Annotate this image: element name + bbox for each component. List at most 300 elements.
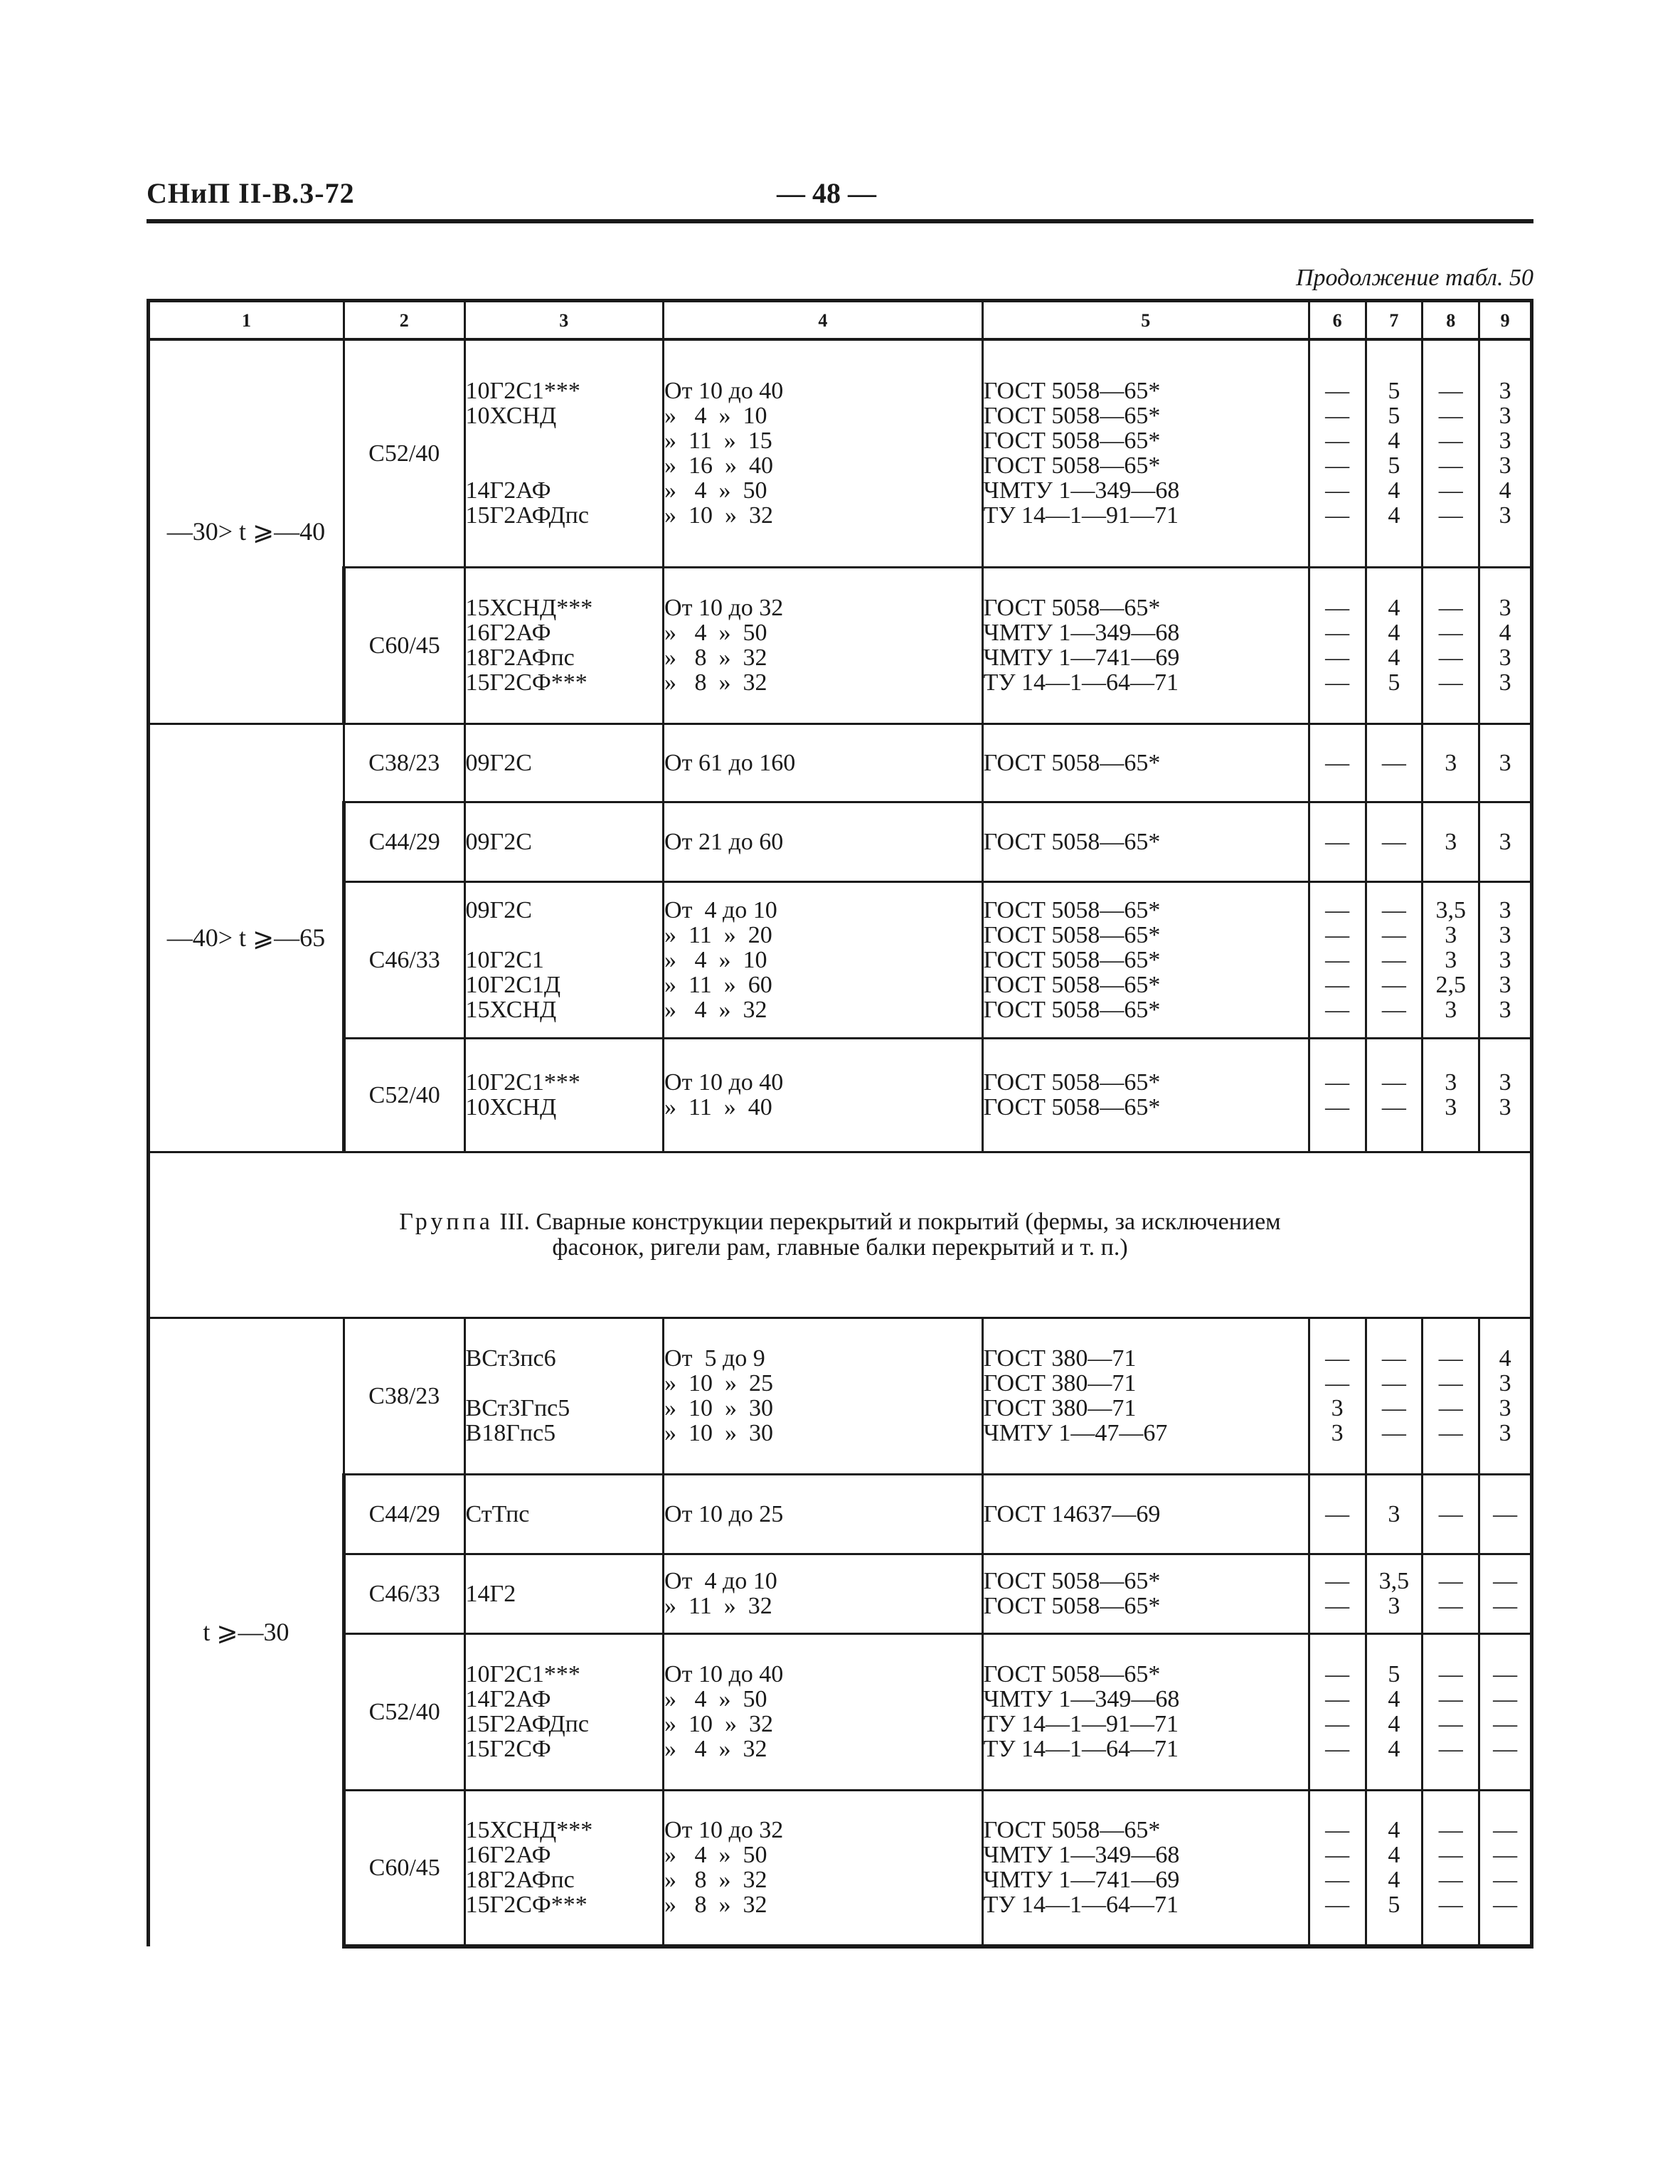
col-6-line: — (1325, 1345, 1350, 1372)
standard-line: ЧМТУ 1—349—68 (983, 1686, 1180, 1712)
col-7-line: 5 (1388, 1661, 1400, 1687)
thickness-line: » 4 » 50 (664, 620, 767, 646)
col-8-line: — (1438, 1892, 1463, 1919)
standard-line: ГОСТ 380—71 (983, 1345, 1137, 1372)
steel-grade-line: 14Г2АФ (465, 477, 551, 504)
col-9-line: — (1493, 1686, 1518, 1712)
col-9-line: 3 (1499, 896, 1511, 923)
column-header: 9 (1479, 301, 1532, 340)
col-6 (1309, 723, 1366, 802)
col-8-line: — (1438, 595, 1463, 621)
col-7-line: 3 (1388, 1500, 1400, 1527)
thickness-line: От 10 до 40 (664, 1069, 784, 1096)
col-6-line: — (1325, 1370, 1350, 1396)
col-6-line: — (1325, 452, 1350, 479)
thickness-line: От 4 до 10 (664, 1568, 777, 1594)
steel-class: С60/45 (344, 1790, 464, 1946)
col-6 (1309, 881, 1366, 1038)
group-heading-line-2: фасонок, ригели рам, главные балки перекрытий и т. п.) (552, 1234, 1128, 1261)
standard (982, 1474, 1309, 1554)
col-9 (1479, 1038, 1532, 1152)
col-6 (1309, 1633, 1366, 1790)
steel-grade (464, 1633, 663, 1790)
col-9-line: 4 (1499, 1345, 1511, 1372)
column-header: 2 (344, 301, 464, 340)
steel-class: С46/33 (344, 1554, 464, 1633)
standard-line: ЧМТУ 1—349—68 (983, 477, 1180, 504)
standard (982, 1318, 1309, 1474)
thickness-line: » 4 » 32 (664, 1736, 767, 1762)
table-row (149, 1790, 1532, 1946)
steel-grade-line: 10Г2С1*** (465, 1661, 580, 1687)
steel-grade-line: 10Г2С1*** (465, 1069, 580, 1096)
col-6-line: — (1325, 749, 1350, 776)
col-6-line: — (1325, 1892, 1350, 1919)
steel-grade (464, 723, 663, 802)
standard-line: ГОСТ 5058—65* (983, 921, 1161, 948)
steel-grade-line: ВСт3пс6 (465, 1345, 556, 1372)
col-8-line: — (1438, 477, 1463, 504)
steel-grade-line: 16Г2АФ (465, 1842, 551, 1869)
col-8-line: — (1438, 502, 1463, 529)
thickness-line: От 10 до 25 (664, 1500, 784, 1527)
col-9-line: — (1493, 1892, 1518, 1919)
col-6-line: — (1325, 620, 1350, 646)
thickness (664, 1038, 983, 1152)
col-6-line: — (1325, 1593, 1350, 1619)
steel-class: С46/33 (344, 881, 464, 1038)
steel-grade-line: 10Г2С1*** (465, 378, 580, 405)
thickness-line: » 4 » 10 (664, 403, 767, 430)
standard (982, 1554, 1309, 1633)
steel-grade-line: 14Г2АФ (465, 1686, 551, 1712)
col-8-line: — (1438, 1842, 1463, 1869)
col-8-line: 3 (1445, 1069, 1457, 1096)
col-6-line: — (1325, 1094, 1350, 1120)
col-8-line: — (1438, 1867, 1463, 1894)
col-9-line: 3 (1499, 1069, 1511, 1096)
column-header: 4 (664, 301, 983, 340)
col-7 (1366, 1474, 1423, 1554)
thickness-line: » 10 » 32 (664, 502, 774, 529)
col-7-line: 4 (1388, 1686, 1400, 1712)
thickness-line: » 4 » 32 (664, 996, 767, 1023)
col-7-line: — (1381, 1370, 1406, 1396)
steel-grade (464, 1474, 663, 1554)
standard-line: ГОСТ 5058—65* (983, 1568, 1161, 1594)
col-9 (1479, 802, 1532, 881)
col-9-line: 3 (1499, 921, 1511, 948)
col-9-line: — (1493, 1568, 1518, 1594)
standard-line: ГОСТ 5058—65* (983, 1593, 1161, 1619)
thickness-line: От 10 до 32 (664, 595, 784, 621)
col-9-line: 3 (1499, 645, 1511, 671)
col-7 (1366, 802, 1423, 881)
col-8-line: — (1438, 1395, 1463, 1421)
col-8 (1423, 1790, 1479, 1946)
standard-line: ЧМТУ 1—349—68 (983, 620, 1180, 646)
column-header: 7 (1366, 301, 1423, 340)
thickness-line: » 10 » 30 (664, 1395, 774, 1421)
standard (982, 567, 1309, 723)
steel-grade-line: ВСт3Гпс5 (465, 1395, 570, 1421)
col-8-line: 2,5 (1435, 971, 1466, 998)
col-6-line: — (1325, 403, 1350, 430)
col-8-line: — (1438, 1593, 1463, 1619)
thickness-line: » 8 » 32 (664, 1892, 767, 1919)
steel-grade-line (466, 1371, 662, 1396)
col-7-line: — (1381, 1069, 1406, 1096)
table-row (149, 339, 1532, 567)
thickness-line: От 10 до 40 (664, 1661, 784, 1687)
thickness-line: » 10 » 32 (664, 1711, 774, 1737)
steel-grade-line: 09Г2С (465, 749, 532, 776)
thickness-line: От 21 до 60 (664, 828, 784, 855)
standard-line: ГОСТ 5058—65* (983, 971, 1161, 998)
temperature-range: —40> t ⩾—65 (149, 723, 344, 1152)
col-7 (1366, 567, 1423, 723)
steel-class: С38/23 (344, 1318, 464, 1474)
standard-line: ГОСТ 5058—65* (983, 1817, 1161, 1844)
col-8-line: 3 (1445, 996, 1457, 1023)
column-header: 6 (1309, 301, 1366, 340)
standard-line: ГОСТ 5058—65* (983, 828, 1161, 855)
col-9 (1479, 881, 1532, 1038)
col-7 (1366, 881, 1423, 1038)
col-9-line: 3 (1499, 378, 1511, 405)
thickness-line: От 5 до 9 (664, 1345, 765, 1372)
col-8 (1423, 1318, 1479, 1474)
col-8 (1423, 567, 1479, 723)
standard-line: ГОСТ 5058—65* (983, 378, 1161, 405)
col-9-line: — (1493, 1661, 1518, 1687)
col-7-line: 4 (1388, 620, 1400, 646)
col-7-line: — (1381, 828, 1406, 855)
steel-grade-line: 10ХСНД (465, 1094, 557, 1120)
standard (982, 339, 1309, 567)
col-6-line: — (1325, 595, 1350, 621)
steel-class: С52/40 (344, 1038, 464, 1152)
steel-class: С38/23 (344, 723, 464, 802)
col-7-line: 4 (1388, 502, 1400, 529)
standard (982, 1790, 1309, 1946)
thickness (664, 339, 983, 567)
col-8-line: 3 (1445, 828, 1457, 855)
col-7 (1366, 339, 1423, 567)
temperature-range: —30> t ⩾—40 (149, 339, 344, 723)
standard (982, 723, 1309, 802)
thickness-line: От 10 до 40 (664, 378, 784, 405)
col-9-line: 3 (1499, 1094, 1511, 1120)
thickness (664, 1790, 983, 1946)
col-7-line: 4 (1388, 1711, 1400, 1737)
col-8-line: — (1438, 1686, 1463, 1712)
steel-table (147, 299, 1533, 1949)
col-7-line: 5 (1388, 378, 1400, 405)
group-heading-line-1 (150, 1209, 1530, 1235)
col-8-line: — (1438, 1420, 1463, 1446)
col-6-line: — (1325, 896, 1350, 923)
col-9-line: — (1493, 1817, 1518, 1844)
standard (982, 1633, 1309, 1790)
table-row (149, 723, 1532, 802)
col-6-line: — (1325, 921, 1350, 948)
column-header: 3 (464, 301, 663, 340)
steel-grade-line: 09Г2С (465, 828, 532, 855)
col-6 (1309, 1318, 1366, 1474)
col-9 (1479, 1318, 1532, 1474)
table-caption: Продолжение табл. 50 (1295, 265, 1533, 291)
table-row (149, 1633, 1532, 1790)
steel-grade (464, 1790, 663, 1946)
col-8-line: — (1438, 620, 1463, 646)
col-9-line: 3 (1499, 428, 1511, 455)
standard-line: ТУ 14—1—64—71 (983, 669, 1179, 696)
column-header: 5 (982, 301, 1309, 340)
standard-line: ТУ 14—1—91—71 (983, 1711, 1179, 1737)
col-6-line: — (1325, 971, 1350, 998)
steel-class: С44/29 (344, 802, 464, 881)
col-6-line: — (1325, 477, 1350, 504)
table-row (149, 1318, 1532, 1474)
thickness (664, 881, 983, 1038)
col-8-line: 3 (1445, 921, 1457, 948)
steel-grade-line: 15ХСНД (465, 996, 557, 1023)
col-7-line: 3 (1388, 1593, 1400, 1619)
col-8 (1423, 339, 1479, 567)
col-9-line: — (1493, 1500, 1518, 1527)
col-8-line: 3 (1445, 1094, 1457, 1120)
col-9-line: — (1493, 1736, 1518, 1762)
table-row (149, 567, 1532, 723)
col-7-line: 4 (1388, 477, 1400, 504)
thickness-line: От 61 до 160 (664, 749, 796, 776)
standard-line: ГОСТ 5058—65* (983, 1094, 1161, 1120)
col-6-line: — (1325, 1711, 1350, 1737)
col-7-line: 5 (1388, 452, 1400, 479)
steel-grade-line: 15ХСНД*** (465, 1817, 593, 1844)
col-9-line: 3 (1499, 828, 1511, 855)
thickness-line: » 11 » 40 (664, 1094, 772, 1120)
col-6-line: — (1325, 669, 1350, 696)
col-8-line: — (1438, 1370, 1463, 1396)
col-6 (1309, 1790, 1366, 1946)
col-8-line: — (1438, 669, 1463, 696)
col-9-line: 3 (1499, 595, 1511, 621)
thickness (664, 567, 983, 723)
col-6-line: — (1325, 828, 1350, 855)
steel-grade (464, 1038, 663, 1152)
thickness (664, 1318, 983, 1474)
col-6-line: 3 (1331, 1420, 1344, 1446)
col-6-line: — (1325, 996, 1350, 1023)
col-9 (1479, 1633, 1532, 1790)
standard-line: ГОСТ 5058—65* (983, 452, 1161, 479)
group-heading-text-1: III. Сварные конструкции перекрытий и покрытий (фермы, за исключением (499, 1208, 1281, 1235)
col-6-line: — (1325, 502, 1350, 529)
col-7-line: 4 (1388, 1736, 1400, 1762)
col-6 (1309, 339, 1366, 567)
col-7 (1366, 1633, 1423, 1790)
col-7-line: — (1381, 749, 1406, 776)
col-9-line: — (1493, 1711, 1518, 1737)
col-9-line: — (1493, 1593, 1518, 1619)
thickness-line: » 4 » 10 (664, 946, 767, 973)
col-9-line: 3 (1499, 1395, 1511, 1421)
col-8-line: — (1438, 403, 1463, 430)
col-7-line: — (1381, 996, 1406, 1023)
table-row (149, 881, 1532, 1038)
col-9-line: 3 (1499, 1370, 1511, 1396)
steel-grade-line (466, 453, 662, 478)
steel-grade (464, 1318, 663, 1474)
group-heading (149, 1152, 1532, 1318)
steel-class: С44/29 (344, 1474, 464, 1554)
col-8-line: — (1438, 1568, 1463, 1594)
header-row (149, 301, 1532, 340)
col-6 (1309, 1474, 1366, 1554)
col-7-line: 5 (1388, 669, 1400, 696)
steel-grade-line: 10Г2С1 (465, 946, 544, 973)
standard-line: ТУ 14—1—64—71 (983, 1736, 1179, 1762)
col-7-line: 5 (1388, 403, 1400, 430)
col-8-line: — (1438, 1817, 1463, 1844)
page-number: — 48 — (777, 177, 876, 209)
steel-grade-line: 15Г2СФ*** (465, 1892, 588, 1919)
col-8-line: 3 (1445, 749, 1457, 776)
col-9-line: 3 (1499, 1420, 1511, 1446)
col-6-line: — (1325, 1568, 1350, 1594)
col-7-line: — (1381, 1395, 1406, 1421)
thickness-line: » 11 » 60 (664, 971, 772, 998)
col-9 (1479, 567, 1532, 723)
col-9 (1479, 339, 1532, 567)
standard (982, 1038, 1309, 1152)
col-8 (1423, 723, 1479, 802)
standard-line: ЧМТУ 1—741—69 (983, 1867, 1180, 1894)
col-6-line: — (1325, 1500, 1350, 1527)
thickness (664, 1554, 983, 1633)
col-8-line: 3,5 (1435, 896, 1466, 923)
col-7-line: 5 (1388, 1892, 1400, 1919)
col-6-line: — (1325, 1817, 1350, 1844)
col-7-line: 3,5 (1378, 1568, 1410, 1594)
steel-grade (464, 567, 663, 723)
thickness-line: » 11 » 32 (664, 1593, 772, 1619)
col-9-line: — (1493, 1867, 1518, 1894)
header-rule (147, 219, 1533, 223)
steel-grade (464, 339, 663, 567)
standard-line: ЧМТУ 1—349—68 (983, 1842, 1180, 1869)
document-code: СНиП II-В.3-72 (147, 177, 355, 209)
standard (982, 881, 1309, 1038)
col-6-line: — (1325, 1686, 1350, 1712)
steel-grade-line: 09Г2С (465, 896, 532, 923)
col-6 (1309, 1554, 1366, 1633)
col-8-line: — (1438, 428, 1463, 455)
standard-line: ГОСТ 5058—65* (983, 896, 1161, 923)
standard-line: ТУ 14—1—91—71 (983, 502, 1179, 529)
thickness-line: » 4 » 50 (664, 1842, 767, 1869)
steel-class: С52/40 (344, 1633, 464, 1790)
steel-grade-line: В18Гпс5 (465, 1420, 556, 1446)
steel-grade (464, 881, 663, 1038)
col-6-line: — (1325, 428, 1350, 455)
col-7-line: 4 (1388, 1842, 1400, 1869)
thickness (664, 1474, 983, 1554)
standard-line: ГОСТ 5058—65* (983, 595, 1161, 621)
thickness-line: » 11 » 15 (664, 428, 772, 455)
standard-line: ГОСТ 5058—65* (983, 996, 1161, 1023)
steel-grade-line: 16Г2АФ (465, 620, 551, 646)
col-8-line: — (1438, 1661, 1463, 1687)
steel-grade-line: 10ХСНД (465, 403, 557, 430)
col-7-line: 4 (1388, 595, 1400, 621)
steel-class: С52/40 (344, 339, 464, 567)
col-8 (1423, 802, 1479, 881)
standard (982, 802, 1309, 881)
thickness-line: » 10 » 25 (664, 1370, 774, 1396)
col-8-line: — (1438, 1345, 1463, 1372)
standard-line: ГОСТ 380—71 (983, 1395, 1137, 1421)
steel-grade-line: 18Г2АФпс (465, 645, 575, 671)
col-9 (1479, 723, 1532, 802)
col-8-line: — (1438, 378, 1463, 405)
col-7-line: — (1381, 1094, 1406, 1120)
col-9-line: 3 (1499, 971, 1511, 998)
steel-grade-line: 10Г2С1Д (465, 971, 561, 998)
thickness (664, 802, 983, 881)
col-7-line: 4 (1388, 1867, 1400, 1894)
col-8-line: 3 (1445, 946, 1457, 973)
col-7-line: — (1381, 946, 1406, 973)
col-7-line: — (1381, 1420, 1406, 1446)
steel-grade-line: 15Г2СФ*** (465, 669, 588, 696)
thickness-line: » 8 » 32 (664, 1867, 767, 1894)
thickness-line: » 16 » 40 (664, 452, 774, 479)
thickness-line: » 10 » 30 (664, 1420, 774, 1446)
col-9-line: 3 (1499, 403, 1511, 430)
col-6-line: — (1325, 1661, 1350, 1687)
col-9-line: 3 (1499, 749, 1511, 776)
steel-grade-line (466, 923, 662, 948)
steel-class: С60/45 (344, 567, 464, 723)
thickness-line: От 10 до 32 (664, 1817, 784, 1844)
col-7 (1366, 1790, 1423, 1946)
col-6-line: 3 (1331, 1395, 1344, 1421)
col-7-line: — (1381, 921, 1406, 948)
col-9-line: 3 (1499, 996, 1511, 1023)
thickness (664, 723, 983, 802)
col-7-line: 4 (1388, 1817, 1400, 1844)
col-8-line: — (1438, 1500, 1463, 1527)
thickness-line: От 4 до 10 (664, 896, 777, 923)
col-6 (1309, 1038, 1366, 1152)
standard-line: ЧМТУ 1—47—67 (983, 1420, 1168, 1446)
table-row (149, 1038, 1532, 1152)
col-8 (1423, 1038, 1479, 1152)
standard-line: ГОСТ 5058—65* (983, 1069, 1161, 1096)
col-9-line: 3 (1499, 946, 1511, 973)
temperature-range: t ⩾—30 (149, 1318, 344, 1946)
steel-grade-line: СтТпс (465, 1500, 530, 1527)
col-7 (1366, 1318, 1423, 1474)
standard-line: ГОСТ 5058—65* (983, 403, 1161, 430)
col-8 (1423, 1633, 1479, 1790)
column-header: 8 (1423, 301, 1479, 340)
col-6-line: — (1325, 1867, 1350, 1894)
group-heading-row (149, 1152, 1532, 1318)
